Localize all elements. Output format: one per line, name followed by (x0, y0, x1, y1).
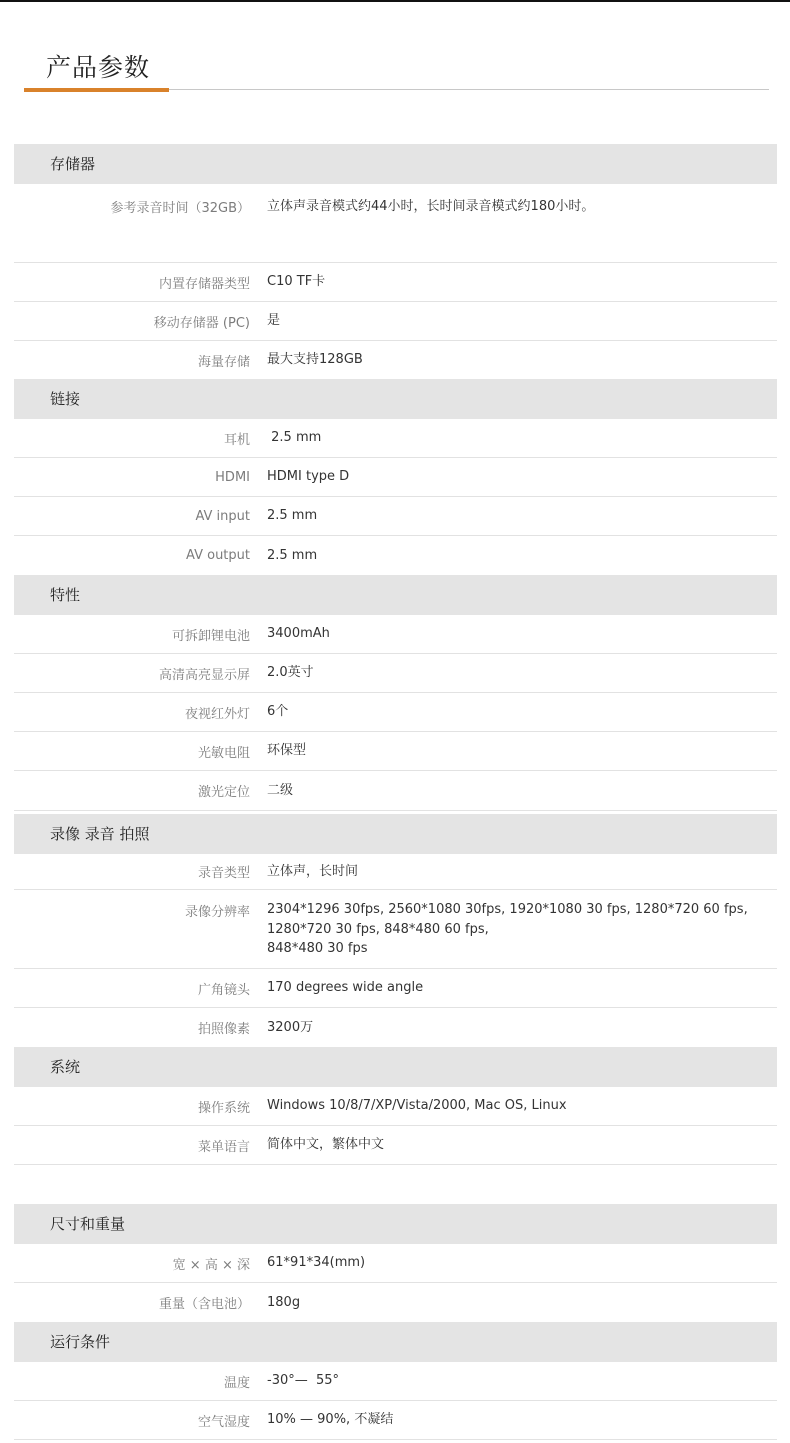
title-accent-bar (24, 88, 169, 92)
spec-value (250, 890, 748, 959)
spec-label: 重量（含电池） (158, 1297, 250, 1312)
spec-label: 温度 (223, 1375, 250, 1391)
spec-label: HDMI (215, 469, 250, 485)
spec-row (14, 771, 777, 811)
spec-value: 10% — 90%, 不凝结 (267, 1412, 394, 1428)
spec-value: 简体中文，繁体中文 (267, 1137, 385, 1153)
spec-value: 最大支持128GB (267, 352, 363, 368)
spec-label: 录像分辨率 (184, 905, 250, 920)
spec-row (14, 1008, 777, 1047)
section-header-video-audio-photo: 录像 录音 拍照 (14, 814, 777, 854)
spec-value: 立体声，长时间 (267, 863, 359, 879)
section-header-features: 特性 (14, 575, 777, 615)
spec-row (14, 732, 777, 771)
spec-label: 宽 × 高 × 深 (172, 1257, 250, 1273)
spec-label: 激光定位 (197, 785, 250, 800)
spec-value-line: 2304*1296 30fps, 2560*1080 30fps, 1920*1080 30 fps, 1280*720 60 fps, (267, 902, 748, 917)
section-header-connection: 链接 (14, 379, 777, 419)
spec-row (14, 458, 777, 497)
spec-row (14, 184, 777, 263)
spec-value: 2.0英寸 (267, 665, 314, 681)
spec-value: 2.5 mm (267, 430, 322, 446)
spec-label: 海量存储 (197, 354, 250, 370)
spec-label: 光敏电阻 (197, 745, 250, 761)
spec-label: AV input (195, 508, 250, 524)
spec-value-line: 1280*720 30 fps, 848*480 60 fps, (267, 921, 489, 937)
spec-row (14, 854, 777, 890)
spec-label: 高清高亮显示屏 (158, 667, 250, 683)
section-header-storage: 存储器 (14, 144, 777, 184)
spec-label: 夜视红外灯 (184, 706, 250, 722)
spec-row (14, 654, 777, 693)
spec-label: 移动存储器 (PC) (153, 315, 250, 331)
spec-value: C10 TF卡 (267, 274, 326, 290)
spec-value: 是 (267, 313, 281, 329)
section-gap (14, 1165, 777, 1204)
spec-row (14, 1126, 777, 1165)
spec-value: 环保型 (267, 743, 307, 759)
spec-value: 3400mAh (267, 626, 330, 642)
spec-label: AV output (186, 548, 250, 563)
spec-value: HDMI type D (267, 469, 350, 485)
spec-value: 180g (267, 1294, 301, 1310)
spec-row (14, 1244, 777, 1283)
spec-label: 参考录音时间（32GB） (110, 201, 250, 216)
spec-value-line: 848*480 30 fps (267, 941, 368, 956)
spec-row (14, 693, 777, 732)
spec-value: 170 degrees wide angle (267, 980, 424, 996)
spec-row (14, 615, 777, 654)
spec-label: 拍照像素 (197, 1022, 250, 1037)
spec-value: 二级 (267, 782, 294, 798)
spec-row (14, 1362, 777, 1401)
spec-row (14, 341, 777, 379)
spec-label: 菜单语言 (197, 1139, 250, 1155)
spec-row (14, 302, 777, 341)
page-title: 产品参数 (46, 53, 151, 82)
section-header-operating-conditions: 运行条件 (14, 1322, 777, 1362)
spec-row (14, 1283, 777, 1322)
spec-table (14, 144, 777, 1440)
spec-row (14, 536, 777, 575)
spec-row (14, 419, 777, 458)
spec-row (14, 497, 777, 536)
spec-value: 61*91*34(mm) (267, 1255, 366, 1271)
spec-value: 3200万 (267, 1019, 314, 1035)
spec-row (14, 1087, 777, 1126)
spec-row (14, 263, 777, 302)
spec-label: 空气湿度 (197, 1414, 250, 1430)
spec-value: Windows 10/8/7/XP/Vista/2000, Mac OS, Linux (267, 1098, 567, 1114)
spec-value: 立体声录音模式约44小时，长时间录音模式约180小时。 (267, 199, 595, 214)
spec-label: 录音类型 (197, 866, 250, 881)
spec-label: 耳机 (223, 432, 250, 448)
section-header-system: 系统 (14, 1047, 777, 1087)
spec-label: 内置存储器类型 (158, 276, 250, 292)
spec-label: 可拆卸锂电池 (171, 628, 250, 644)
top-border (0, 0, 790, 2)
spec-value: 2.5 mm (267, 508, 318, 524)
spec-value: -30°— 55° (267, 1373, 340, 1389)
spec-row (14, 890, 777, 969)
spec-label: 广角镜头 (197, 982, 250, 998)
spec-row (14, 969, 777, 1008)
spec-value: 6个 (267, 704, 289, 720)
spec-row (14, 1401, 777, 1440)
spec-value: 2.5 mm (267, 547, 318, 563)
spec-label: 操作系统 (197, 1100, 250, 1116)
section-header-dimensions-weight: 尺寸和重量 (14, 1204, 777, 1244)
